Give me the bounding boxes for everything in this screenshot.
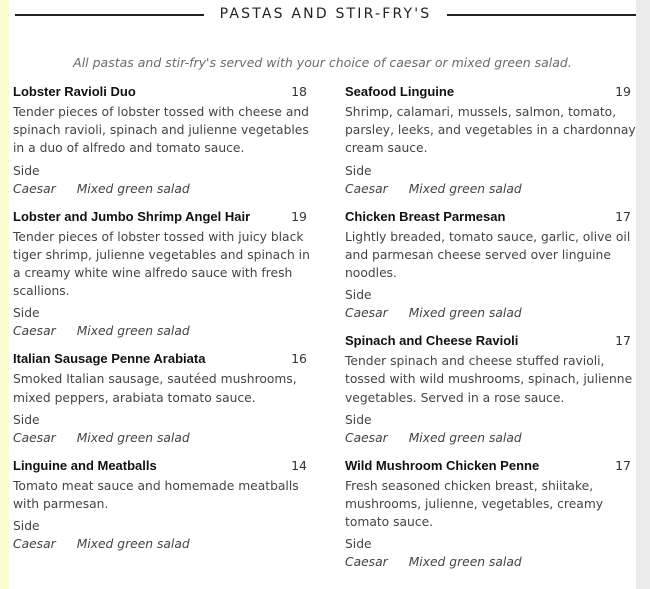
menu-item (345, 458, 637, 572)
menu-item (13, 351, 313, 446)
side-option-caesar: Caesar (13, 324, 56, 339)
item-name: Spinach and Cheese Ravioli (345, 333, 519, 349)
side-label: Side (13, 306, 40, 321)
item-description: Fresh seasoned chicken breast, shiitake, mushrooms, julienne, vegetables, creamy tomato sauce. (345, 478, 604, 530)
side-option-caesar: Caesar (13, 181, 56, 196)
item-description: Tender spinach and cheese stuffed ravioli, tossed with wild mushrooms, spinach, julienne vegetables. Served in a rose sauce. (345, 354, 633, 405)
menu-item (13, 84, 313, 198)
menu-item (345, 84, 637, 198)
side-option-caesar: Caesar (345, 181, 388, 196)
side-options (345, 429, 637, 447)
side-option-mixed-green: Mixed green salad (76, 181, 190, 196)
menu-item (13, 458, 313, 553)
item-description: Shrimp, calamari, mussels, salmon, tomato, parsley, leeks, and vegetables in a chardonnay cream sauce. (345, 105, 636, 156)
side-label: Side (345, 288, 372, 303)
header-rule-right (447, 14, 636, 16)
menu-column-left (13, 84, 313, 553)
side-option-caesar: Caesar (13, 537, 56, 552)
menu-column-right (345, 84, 637, 571)
item-name: Linguine and Meatballs (13, 457, 157, 473)
left-margin-strip (0, 0, 9, 589)
side-option-caesar: Caesar (345, 306, 388, 321)
side-options (13, 322, 313, 340)
item-name: Lobster Ravioli Duo (13, 84, 136, 99)
item-name: Italian Sausage Penne Arabiata (13, 351, 206, 367)
item-price: 16 (291, 351, 307, 367)
item-price: 18 (291, 84, 307, 99)
item-description: Smoked Italian sausage, sautéed mushrooms, mixed peppers, arabiata tomato sauce. (13, 372, 297, 405)
side-option-mixed-green: Mixed green salad (408, 181, 522, 196)
side-option-caesar: Caesar (345, 430, 388, 445)
side-options (13, 535, 313, 553)
item-name: Lobster and Jumbo Shrimp Angel Hair (13, 208, 251, 224)
menu-item (345, 209, 637, 323)
item-name: Wild Mushroom Chicken Penne (345, 457, 540, 473)
side-option-caesar: Caesar (13, 430, 56, 445)
header-rule-left (15, 14, 204, 16)
item-price: 19 (615, 84, 631, 99)
side-option-mixed-green: Mixed green salad (408, 306, 522, 321)
side-option-mixed-green: Mixed green salad (408, 555, 522, 570)
side-option-caesar: Caesar (345, 555, 388, 570)
item-price: 17 (615, 208, 631, 224)
side-label: Side (13, 519, 40, 534)
side-options (13, 180, 313, 198)
menu-item (13, 209, 313, 341)
side-options (345, 304, 637, 322)
section-header (9, 0, 636, 30)
side-options (345, 553, 637, 571)
side-label: Side (345, 163, 372, 178)
item-price: 19 (291, 208, 307, 224)
side-label: Side (345, 537, 372, 552)
section-title: PASTAS AND STIR-FRY'S (219, 6, 432, 22)
item-price: 17 (615, 457, 631, 473)
item-name: Chicken Breast Parmesan (345, 208, 506, 224)
item-description: Tomato meat sauce and homemade meatballs with parmesan. (13, 478, 299, 512)
side-option-mixed-green: Mixed green salad (76, 324, 190, 339)
item-price: 14 (291, 457, 307, 473)
side-options (13, 429, 313, 447)
side-label: Side (345, 412, 372, 427)
item-name: Seafood Linguine (345, 84, 455, 99)
item-description: Lightly breaded, tomato sauce, garlic, olive oil and parmesan cheese served over linguine noodles. (345, 229, 631, 281)
right-scroll-strip (636, 0, 650, 589)
side-option-mixed-green: Mixed green salad (76, 537, 190, 552)
section-subtitle: All pastas and stir-fry's served with your choice of caesar or mixed green salad. (73, 55, 572, 70)
side-label: Side (13, 163, 40, 178)
side-option-mixed-green: Mixed green salad (76, 430, 190, 445)
side-option-mixed-green: Mixed green salad (408, 430, 522, 445)
item-price: 17 (615, 333, 631, 349)
item-description: Tender pieces of lobster tossed with cheese and spinach ravioli, spinach and julienne vegetables in a duo of alfredo and tomato sauce. (13, 105, 309, 156)
menu-item (345, 333, 637, 447)
item-description: Tender pieces of lobster tossed with juicy black tiger shrimp, julienne vegetables and spinach in a creamy white wine alfredo sauce with fresh scallions. (13, 229, 310, 299)
side-options (345, 180, 637, 198)
side-label: Side (13, 412, 40, 427)
